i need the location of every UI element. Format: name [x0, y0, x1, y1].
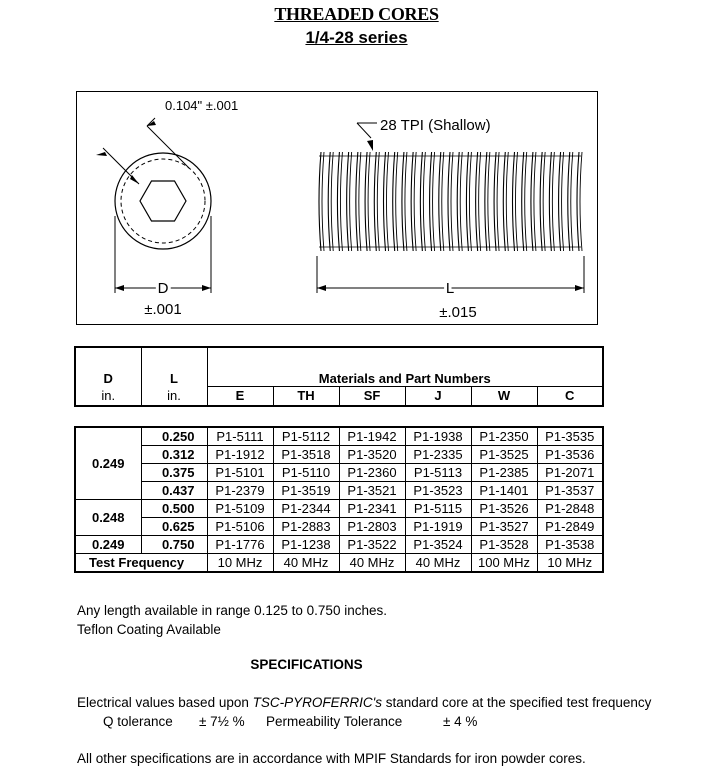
part-number: P1-1401	[471, 482, 537, 500]
thread-flank	[562, 152, 564, 251]
table-row	[75, 446, 603, 464]
page-title: THREADED CORES	[274, 4, 439, 24]
part-number: P1-2883	[273, 518, 339, 536]
thread-crest	[384, 152, 386, 251]
test-frequency: 10 MHz	[207, 554, 273, 573]
l-value: 0.312	[141, 446, 207, 464]
part-number: P1-3521	[339, 482, 405, 500]
part-number: P1-5112	[273, 427, 339, 446]
test-frequency: 100 MHz	[471, 554, 537, 573]
thread-crest	[466, 152, 468, 251]
thread-crest	[347, 152, 349, 251]
part-number: P1-3525	[471, 446, 537, 464]
thread-flank	[552, 152, 554, 251]
l-value: 0.437	[141, 482, 207, 500]
q-tolerance-value: ± 7½ %	[199, 714, 245, 729]
thread-crest	[356, 152, 358, 251]
thread-crest	[448, 152, 450, 251]
thread-flank	[525, 152, 527, 251]
table-row	[75, 500, 603, 518]
material-w: W	[471, 386, 537, 406]
test-frequency: 40 MHz	[339, 554, 405, 573]
part-number: P1-2848	[537, 500, 603, 518]
thread-crest	[411, 152, 413, 251]
thread-crest	[457, 152, 459, 251]
thread-crest	[513, 152, 515, 251]
thread-crest	[531, 152, 533, 251]
table-row	[75, 482, 603, 500]
thread-flank	[534, 152, 536, 251]
thread-flank	[516, 152, 518, 251]
tpi-leader	[357, 123, 371, 138]
thread-flank	[423, 152, 425, 251]
thread-flank	[350, 152, 352, 251]
electrical-spec-pre: Electrical values based upon	[77, 695, 253, 710]
material-th: TH	[273, 386, 339, 406]
part-number: P1-2341	[339, 500, 405, 518]
material-e: E	[207, 386, 273, 406]
part-number: P1-5101	[207, 464, 273, 482]
electrical-spec-post: standard core at the specified test frequency	[381, 695, 652, 710]
table-row	[75, 427, 603, 446]
part-number: P1-1919	[405, 518, 471, 536]
material-c: C	[537, 386, 603, 406]
permeability-tolerance-label: Permeability Tolerance	[266, 714, 403, 729]
part-number: P1-3535	[537, 427, 603, 446]
electrical-spec	[77, 695, 651, 710]
part-number: P1-5110	[273, 464, 339, 482]
thread-crest	[365, 152, 367, 251]
thread-crest	[430, 152, 432, 251]
thread-crest	[577, 152, 579, 251]
part-number: P1-3528	[471, 536, 537, 554]
test-frequency-row	[75, 554, 603, 573]
tpi-arrow	[367, 140, 373, 151]
part-number: P1-5113	[405, 464, 471, 482]
d-value: 0.248	[75, 500, 141, 536]
thread-crest	[485, 152, 487, 251]
test-frequency-label: Test Frequency	[75, 554, 207, 573]
tpi-label: 28 TPI (Shallow)	[380, 117, 491, 134]
part-number: P1-5106	[207, 518, 273, 536]
thread-flank	[460, 152, 462, 251]
hex-arrow-2	[96, 152, 107, 156]
thread-side-view	[319, 152, 582, 251]
part-number: P1-5111	[207, 427, 273, 446]
l-value: 0.375	[141, 464, 207, 482]
l-value: 0.500	[141, 500, 207, 518]
col-l-header: L	[141, 347, 207, 386]
q-tolerance-label: Q tolerance	[103, 714, 173, 729]
d-label: D	[157, 280, 169, 297]
l-tolerance: ±.015	[439, 304, 477, 321]
col-l-unit: in.	[141, 386, 207, 406]
permeability-tolerance-value: ± 4 %	[443, 714, 478, 729]
thread-flank	[497, 152, 499, 251]
part-number: P1-3519	[273, 482, 339, 500]
thread-crest	[476, 152, 478, 251]
part-number: P1-2071	[537, 464, 603, 482]
thread-flank	[414, 152, 416, 251]
thread-flank	[543, 152, 545, 251]
part-number: P1-2803	[339, 518, 405, 536]
part-number: P1-3518	[273, 446, 339, 464]
thread-crest	[393, 152, 395, 251]
core-drawing-svg	[77, 92, 599, 326]
hex-socket	[140, 181, 186, 221]
thread-crest	[540, 152, 542, 251]
hex-dim-line-3	[147, 126, 189, 168]
thread-flank	[442, 152, 444, 251]
d-arrow-left	[115, 285, 124, 291]
thread-flank	[368, 152, 370, 251]
table-row	[75, 518, 603, 536]
materials-header: Materials and Part Numbers	[207, 347, 603, 386]
part-number: P1-1912	[207, 446, 273, 464]
thread-crest	[402, 152, 404, 251]
thread-crest	[439, 152, 441, 251]
core-drawing	[76, 91, 598, 325]
brand-name: TSC-PYROFERRIC's	[252, 695, 382, 710]
test-frequency: 40 MHz	[273, 554, 339, 573]
thread-crest	[549, 152, 551, 251]
parts-table	[74, 426, 604, 573]
thread-crest	[328, 152, 330, 251]
thread-flank	[340, 152, 342, 251]
thread-crest	[494, 152, 496, 251]
material-j: J	[405, 386, 471, 406]
page-subtitle: 1/4-28 series	[305, 28, 408, 47]
thread-flank	[433, 152, 435, 251]
mpif-note: All other specifications are in accordance with MPIF Standards for iron powder cores.	[77, 751, 586, 766]
test-frequency: 40 MHz	[405, 554, 471, 573]
thread-flank	[506, 152, 508, 251]
table-row	[75, 536, 603, 554]
col-d-header: D	[75, 347, 141, 386]
part-number: P1-5115	[405, 500, 471, 518]
test-frequency: 10 MHz	[537, 554, 603, 573]
thread-root-circle	[121, 159, 205, 243]
thread-flank	[396, 152, 398, 251]
thread-flank	[331, 152, 333, 251]
d-arrow-right	[202, 285, 211, 291]
part-number: P1-3522	[339, 536, 405, 554]
part-number: P1-3536	[537, 446, 603, 464]
part-number: P1-2360	[339, 464, 405, 482]
part-number: P1-5109	[207, 500, 273, 518]
thread-crest	[503, 152, 505, 251]
thread-crest	[522, 152, 524, 251]
part-number: P1-2849	[537, 518, 603, 536]
part-number: P1-3524	[405, 536, 471, 554]
part-number: P1-2379	[207, 482, 273, 500]
part-number: P1-1938	[405, 427, 471, 446]
thread-crest	[337, 152, 339, 251]
col-d-unit: in.	[75, 386, 141, 406]
thread-flank	[359, 152, 361, 251]
d-tolerance: ±.001	[144, 301, 182, 318]
part-number: P1-2385	[471, 464, 537, 482]
hex-arrow-1	[130, 175, 139, 184]
thread-flank	[322, 152, 324, 251]
part-number: P1-2335	[405, 446, 471, 464]
part-number: P1-2344	[273, 500, 339, 518]
thread-crest	[374, 152, 376, 251]
l-value: 0.250	[141, 427, 207, 446]
thread-flank	[377, 152, 379, 251]
material-sf: SF	[339, 386, 405, 406]
l-value: 0.750	[141, 536, 207, 554]
part-number: P1-3523	[405, 482, 471, 500]
part-number: P1-1776	[207, 536, 273, 554]
thread-flank	[405, 152, 407, 251]
part-number: P1-3527	[471, 518, 537, 536]
thread-flank	[469, 152, 471, 251]
coating-note: Teflon Coating Available	[77, 622, 221, 637]
thread-crest	[568, 152, 570, 251]
part-number: P1-1238	[273, 536, 339, 554]
table-header	[74, 346, 604, 407]
thread-flank	[387, 152, 389, 251]
hex-dimension-label: 0.104" ±.001	[165, 98, 239, 113]
specifications-heading: SPECIFICATIONS	[250, 657, 363, 672]
part-number: P1-1942	[339, 427, 405, 446]
l-value: 0.625	[141, 518, 207, 536]
part-number: P1-3520	[339, 446, 405, 464]
thread-flank	[580, 152, 582, 251]
thread-flank	[479, 152, 481, 251]
part-number: P1-3538	[537, 536, 603, 554]
d-value: 0.249	[75, 427, 141, 500]
thread-flank	[571, 152, 573, 251]
part-number: P1-3537	[537, 482, 603, 500]
thread-crest	[420, 152, 422, 251]
thread-flank	[488, 152, 490, 251]
core-end-outline	[115, 153, 211, 249]
thread-crest	[319, 152, 321, 251]
l-arrow-left	[317, 285, 326, 291]
l-arrow-right	[575, 285, 584, 291]
thread-flank	[451, 152, 453, 251]
part-number: P1-3526	[471, 500, 537, 518]
part-number: P1-2350	[471, 427, 537, 446]
l-label: L	[445, 280, 455, 297]
d-value: 0.249	[75, 536, 141, 554]
thread-crest	[559, 152, 561, 251]
length-range-note: Any length available in range 0.125 to 0.750 inches.	[77, 603, 387, 618]
table-row	[75, 464, 603, 482]
